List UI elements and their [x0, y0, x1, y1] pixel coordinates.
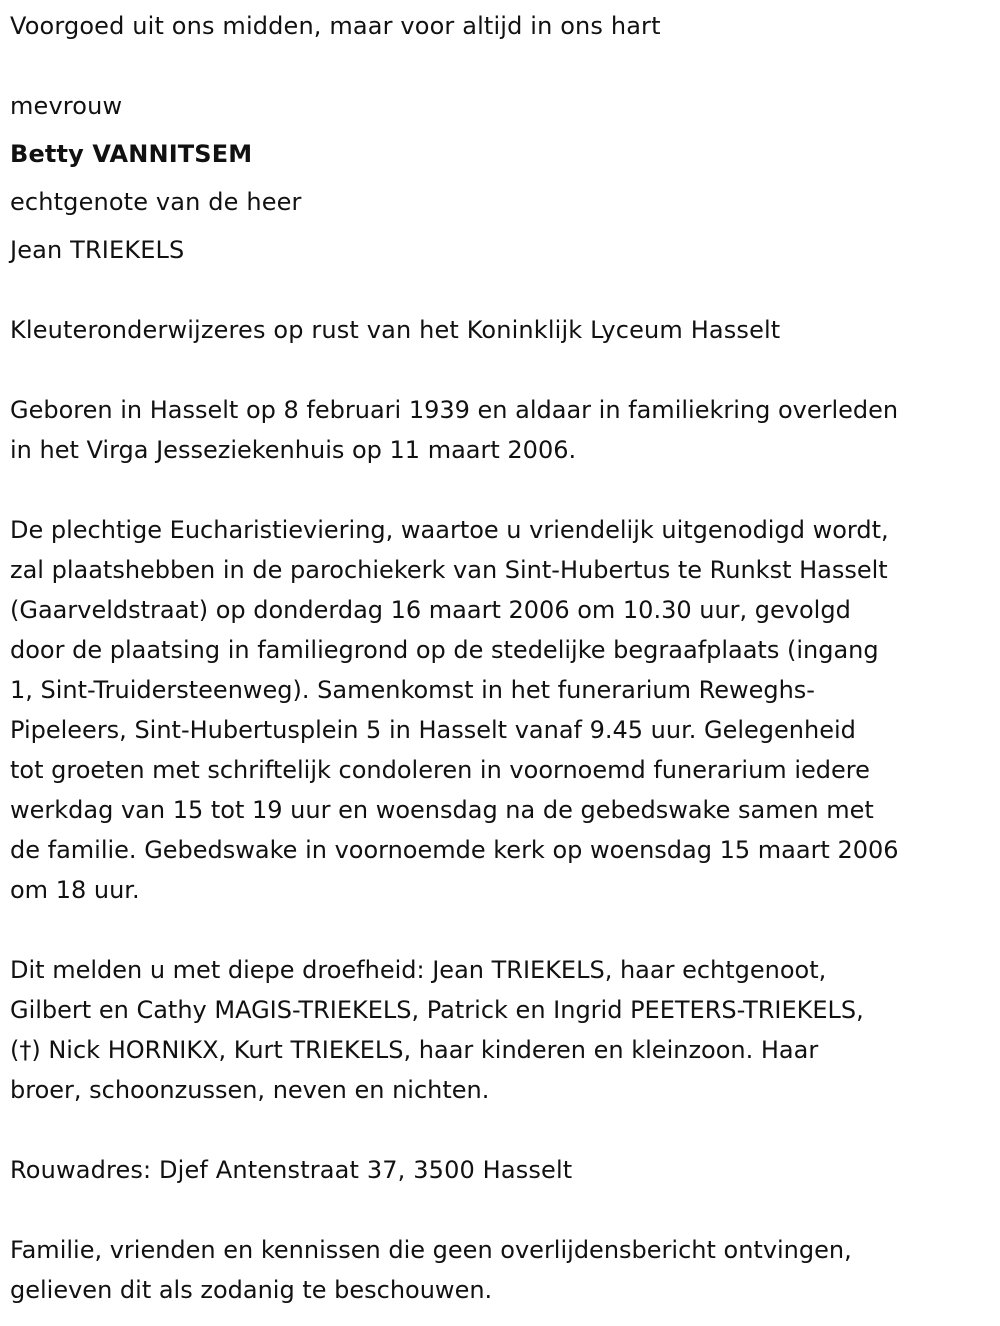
birth-death-line: Geboren in Hasselt op 8 februari 1939 en aldaar in familiekring overleden [10, 396, 899, 424]
spouse-intro: echtgenote van de heer [10, 188, 302, 216]
family-line: Gilbert en Cathy MAGIS-TRIEKELS, Patrick en Ingrid PEETERS-TRIEKELS, [10, 996, 864, 1024]
deceased-name: Betty VANNITSEM [10, 140, 253, 168]
salutation: mevrouw [10, 92, 123, 120]
notice-heading: Voorgoed uit ons midden, maar voor altijd in ons hart [10, 12, 661, 40]
ceremony-line: de familie. Gebedswake in voornoemde kerk op woensdag 15 maart 2006 [10, 836, 899, 864]
spouse-name: Jean TRIEKELS [10, 236, 185, 264]
closing-paragraph [10, 1230, 995, 1310]
closing-line: gelieven dit als zodanig te beschouwen. [10, 1276, 493, 1304]
profession: Kleuteronderwijzeres op rust van het Koninklijk Lyceum Hasselt [10, 316, 781, 344]
birth-death-paragraph [10, 390, 995, 470]
birth-death-line: in het Virga Jesseziekenhuis op 11 maart 2006. [10, 436, 577, 464]
ceremony-line: Pipeleers, Sint-Hubertusplein 5 in Hasselt vanaf 9.45 uur. Gelegenheid [10, 716, 856, 744]
family-paragraph [10, 950, 995, 1110]
ceremony-line: (Gaarveldstraat) op donderdag 16 maart 2006 om 10.30 uur, gevolgd [10, 596, 851, 624]
ceremony-line: 1, Sint-Truidersteenweg). Samenkomst in het funerarium Reweghs- [10, 676, 815, 704]
family-line: (†) Nick HORNIKX, Kurt TRIEKELS, haar kinderen en kleinzoon. Haar [10, 1036, 819, 1064]
family-line: Dit melden u met diepe droefheid: Jean TRIEKELS, haar echtgenoot, [10, 956, 827, 984]
ceremony-line: De plechtige Eucharistieviering, waartoe u vriendelijk uitgenodigd wordt, [10, 516, 889, 544]
mourning-address: Rouwadres: Djef Antenstraat 37, 3500 Hasselt [10, 1156, 573, 1184]
ceremony-line: tot groeten met schriftelijk condoleren in voornoemd funerarium iedere [10, 756, 870, 784]
ceremony-line: werkdag van 15 tot 19 uur en woensdag na de gebedswake samen met [10, 796, 874, 824]
ceremony-line: om 18 uur. [10, 876, 140, 904]
ceremony-line: door de plaatsing in familiegrond op de stedelijke begraafplaats (ingang [10, 636, 879, 664]
ceremony-paragraph [10, 510, 995, 910]
family-line: broer, schoonzussen, neven en nichten. [10, 1076, 490, 1104]
ceremony-line: zal plaatshebben in de parochiekerk van Sint-Hubertus te Runkst Hasselt [10, 556, 888, 584]
closing-line: Familie, vrienden en kennissen die geen overlijdensbericht ontvingen, [10, 1236, 852, 1264]
